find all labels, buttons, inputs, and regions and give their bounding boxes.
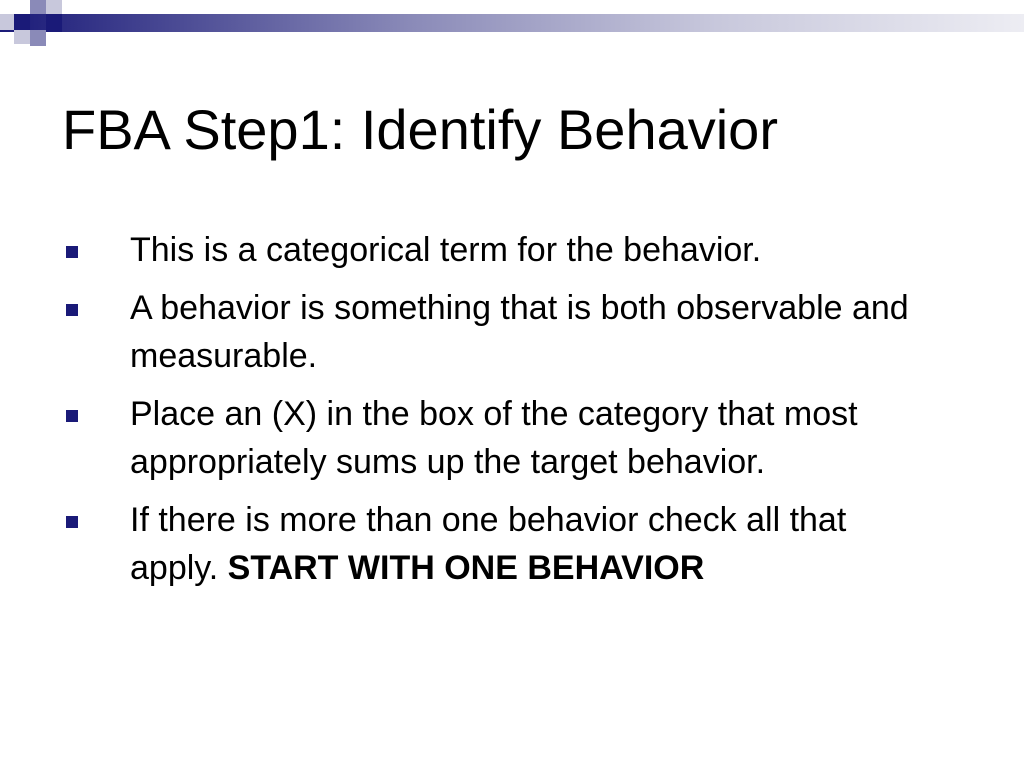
square-bullet-icon [66,410,78,422]
square-bullet-icon [66,246,78,258]
square-bullet-icon [66,304,78,316]
bullet-text: If there is more than one behavior check all that apply. [130,501,847,587]
corner-decoration [14,14,30,30]
bullet-item [62,496,942,592]
corner-decoration [46,0,62,14]
bullet-text: This is a categorical term for the behavior. [130,231,762,269]
corner-decoration [30,30,46,46]
corner-decoration [0,14,14,30]
bullet-item [62,390,942,486]
corner-decoration [14,30,30,44]
bullet-emphasis: START WITH ONE BEHAVIOR [227,549,705,587]
header-gradient-band [0,14,1024,32]
bullet-list [62,226,942,602]
corner-decoration [0,0,30,14]
bullet-text: A behavior is something that is both observable and measurable. [130,289,909,375]
bullet-item [62,284,942,380]
bullet-item [62,226,942,274]
slide-title: FBA Step1: Identify Behavior [62,98,778,161]
corner-decoration [46,14,62,32]
bullet-text: Place an (X) in the box of the category that most appropriately sums up the target behavior. [130,395,858,481]
square-bullet-icon [66,516,78,528]
corner-decoration [30,0,46,14]
